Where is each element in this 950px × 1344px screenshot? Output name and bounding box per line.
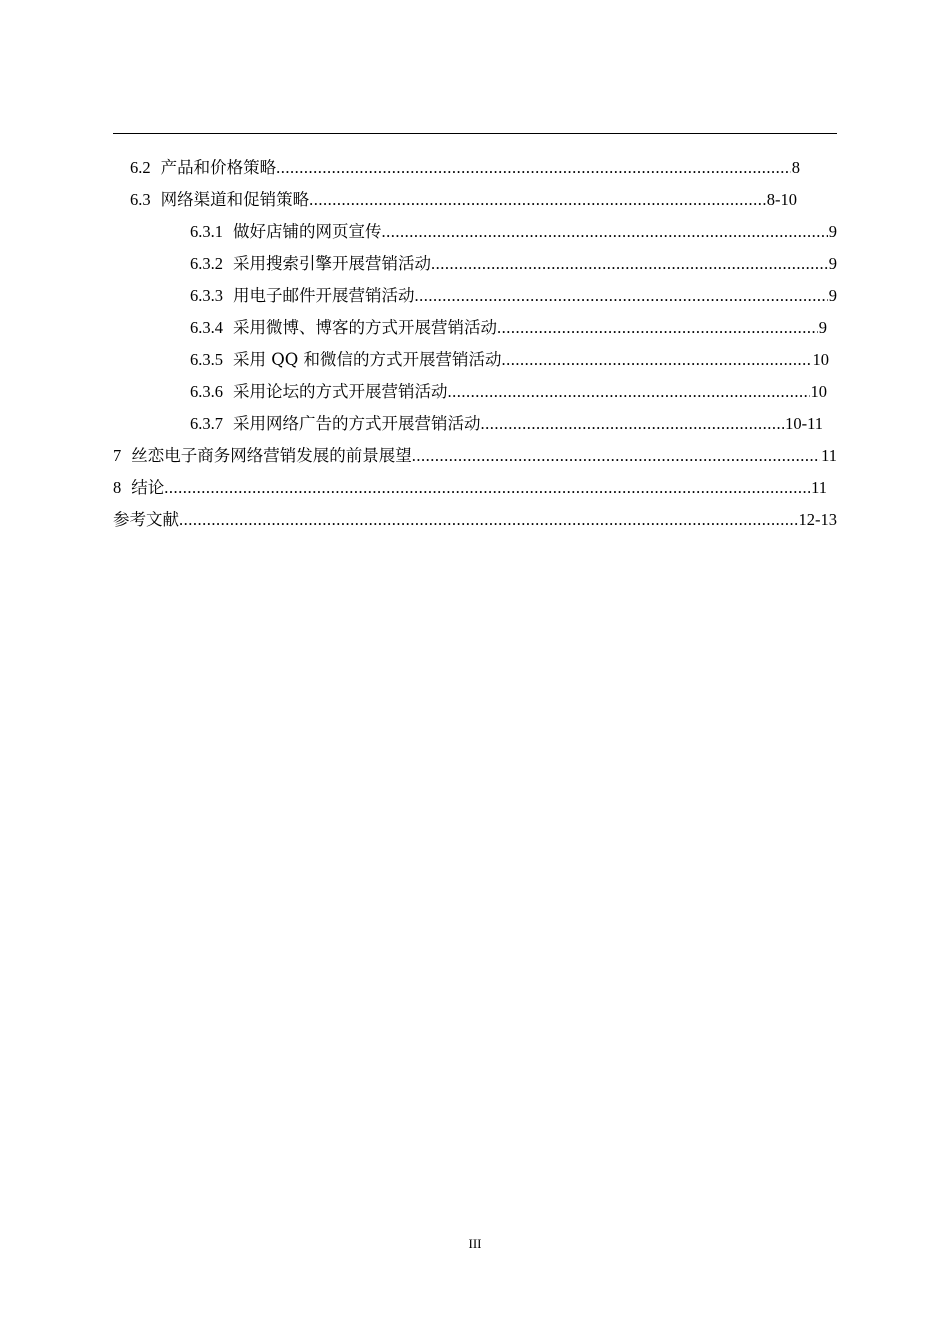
toc-entry-6-3[interactable] <box>130 184 797 216</box>
toc-page: 10 <box>812 350 829 369</box>
toc-number: 6.2 <box>130 158 151 177</box>
toc-leader <box>276 152 791 184</box>
toc-leader <box>481 408 785 440</box>
toc-number: 7 <box>113 446 122 465</box>
toc-page: 9 <box>828 286 837 305</box>
toc-title: 产品和价格策略 <box>160 158 277 177</box>
toc-page: 9 <box>828 222 837 241</box>
toc-number: 6.3.6 <box>190 382 223 401</box>
toc-leader <box>497 312 818 344</box>
toc-entry-8[interactable] <box>113 472 827 504</box>
toc-entry-6-3-4[interactable] <box>190 312 827 344</box>
toc-title: 做好店铺的网页宣传 <box>233 222 382 241</box>
toc-entry-6-3-6[interactable] <box>190 376 827 408</box>
toc-leader <box>309 184 766 216</box>
toc-number: 6.3.5 <box>190 350 223 369</box>
toc-entry-6-3-5[interactable] <box>190 344 829 376</box>
toc-title: 结论 <box>131 478 165 497</box>
toc-page: 12-13 <box>798 510 837 529</box>
toc-entry-7[interactable] <box>113 440 837 472</box>
toc-number: 6.3.2 <box>190 254 223 273</box>
toc-leader <box>431 248 828 280</box>
toc-page: 9 <box>818 318 827 337</box>
toc-leader <box>448 376 810 408</box>
toc-number: 6.3 <box>130 190 151 209</box>
toc-leader <box>164 472 810 504</box>
header-rule <box>113 133 837 134</box>
toc-title: 丝恋电子商务网络营销发展的前景展望 <box>131 446 412 465</box>
toc-title: 网络渠道和促销策略 <box>160 190 310 209</box>
toc-page: 8 <box>791 158 800 177</box>
toc-number: 8 <box>113 478 122 497</box>
toc-leader <box>502 344 812 376</box>
toc-page: 9 <box>828 254 837 273</box>
toc-title: 采用搜索引擎开展营销活动 <box>233 254 431 273</box>
toc-leader <box>415 280 828 312</box>
toc-title: 采用微博、博客的方式开展营销活动 <box>233 318 497 337</box>
toc-number: 6.3.3 <box>190 286 223 305</box>
toc-title: 参考文献 <box>113 510 179 529</box>
toc-leader <box>412 440 820 472</box>
toc-entry-6-3-7[interactable] <box>190 408 823 440</box>
toc-number: 6.3.4 <box>190 318 223 337</box>
toc-page: 10 <box>810 382 827 401</box>
page-number: III <box>468 1236 482 1251</box>
toc-title: 采用 QQ 和微信的方式开展营销活动 <box>233 350 502 369</box>
toc-title: 采用论坛的方式开展营销活动 <box>233 382 448 401</box>
toc-title: 用电子邮件开展营销活动 <box>233 286 415 305</box>
toc-leader <box>179 504 798 536</box>
toc-number: 6.3.1 <box>190 222 223 241</box>
toc-page: 8-10 <box>766 190 797 209</box>
toc-page: 10-11 <box>785 414 823 433</box>
toc-entry-6-2[interactable] <box>130 152 800 184</box>
toc-leader <box>382 216 828 248</box>
toc-entry-6-3-1[interactable] <box>190 216 837 248</box>
toc-title: 采用网络广告的方式开展营销活动 <box>233 414 481 433</box>
toc-page: 11 <box>811 478 827 497</box>
toc-entry-6-3-2[interactable] <box>190 248 837 280</box>
toc-entry-6-3-3[interactable] <box>190 280 837 312</box>
toc-page: 11 <box>821 446 837 465</box>
toc-number: 6.3.7 <box>190 414 223 433</box>
toc-entry-references[interactable] <box>113 504 837 536</box>
